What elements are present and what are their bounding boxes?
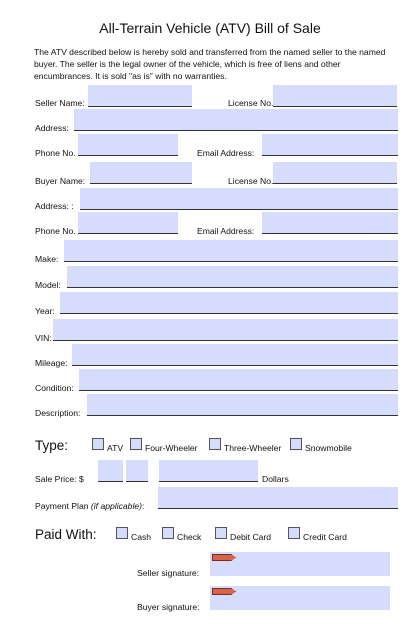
intro-paragraph: The ATV described below is hereby sold and transferred from the named seller to the named buyer. The seller is the legal owner of the vehicle, which is free of liens and other encumbrances. It is sold "as is" with no warranties. xyxy=(34,47,386,81)
seller-email-field[interactable] xyxy=(262,134,398,156)
seller-address-label: Address: xyxy=(35,123,69,133)
condition-field[interactable] xyxy=(79,369,398,391)
paid-with-label: Paid With: xyxy=(35,527,97,542)
type-atv-label: ATV xyxy=(107,443,124,453)
buyer-signature-field[interactable] xyxy=(210,586,390,610)
payment-plan-note: (if applicable) xyxy=(90,501,143,511)
condition-label: Condition: xyxy=(35,383,74,393)
sign-here-flag-icon xyxy=(212,588,236,595)
buyer-phone-field[interactable] xyxy=(78,212,178,234)
payment-plan-field[interactable] xyxy=(158,487,398,509)
make-field[interactable] xyxy=(64,240,398,262)
buyer-email-label: Email Address: xyxy=(197,226,255,236)
buyer-email-field[interactable] xyxy=(262,212,398,234)
type-label: Type: xyxy=(35,438,69,453)
buyer-license-field[interactable] xyxy=(273,162,397,184)
seller-email-label: Email Address: xyxy=(197,148,255,158)
dollars-label: Dollars xyxy=(262,474,289,484)
paid-credit-card-label: Credit Card xyxy=(303,532,347,542)
type-four-wheeler-label: Four-Wheeler xyxy=(145,443,198,453)
buyer-address-label: Address: : xyxy=(35,201,74,211)
paid-debit-card-label: Debit Card xyxy=(230,532,272,542)
document-title: All-Terrain Vehicle (ATV) Bill of Sale xyxy=(99,20,321,36)
sale-price-cents-field[interactable] xyxy=(126,460,148,482)
buyer-signature-label: Buyer signature: xyxy=(137,602,200,612)
paid-check-checkbox[interactable] xyxy=(162,527,174,539)
mileage-field[interactable] xyxy=(72,344,398,366)
payment-plan-label xyxy=(35,501,144,511)
sign-here-flag-icon xyxy=(212,554,236,561)
year-label: Year: xyxy=(35,306,55,316)
make-label: Make: xyxy=(35,254,59,264)
description-field[interactable] xyxy=(87,394,398,416)
sale-amount-words-field[interactable] xyxy=(159,460,258,482)
buyer-phone-label: Phone No. xyxy=(35,226,76,236)
model-field[interactable] xyxy=(67,266,398,288)
paid-debit-card-checkbox[interactable] xyxy=(215,527,227,539)
seller-signature-field[interactable] xyxy=(210,552,390,576)
type-three-wheeler-checkbox[interactable] xyxy=(209,438,221,450)
paid-check-label: Check xyxy=(177,532,202,542)
seller-phone-label: Phone No. xyxy=(35,148,76,158)
paid-credit-card-checkbox[interactable] xyxy=(288,527,300,539)
seller-phone-field[interactable] xyxy=(78,134,178,156)
description-label: Description: xyxy=(35,408,81,418)
year-field[interactable] xyxy=(60,292,398,314)
paid-cash-checkbox[interactable] xyxy=(116,527,128,539)
sale-price-label: Sale Price: $ xyxy=(35,474,84,484)
vin-field[interactable] xyxy=(53,319,398,341)
buyer-license-label: License No. xyxy=(228,176,274,186)
type-snowmobile-label: Snowmobile xyxy=(305,443,352,453)
buyer-name-field[interactable] xyxy=(90,162,192,184)
model-label: Model: xyxy=(35,280,61,290)
payment-plan-text: Payment Plan xyxy=(35,501,89,511)
vin-label: VIN: xyxy=(35,333,52,343)
type-four-wheeler-checkbox[interactable] xyxy=(130,438,142,450)
seller-license-label: License No. xyxy=(228,98,274,108)
seller-name-field[interactable] xyxy=(88,85,192,107)
type-three-wheeler-label: Three-Wheeler xyxy=(224,443,282,453)
seller-address-field[interactable] xyxy=(74,109,398,131)
buyer-address-field[interactable] xyxy=(80,188,398,210)
sale-price-whole-field[interactable] xyxy=(98,460,123,482)
seller-license-field[interactable] xyxy=(273,85,397,107)
seller-name-label: Seller Name: xyxy=(35,98,85,108)
mileage-label: Mileage: xyxy=(35,358,68,368)
type-snowmobile-checkbox[interactable] xyxy=(290,438,302,450)
seller-signature-label: Seller signature: xyxy=(137,568,200,578)
type-atv-checkbox[interactable] xyxy=(92,438,104,450)
buyer-name-label: Buyer Name: xyxy=(35,176,86,186)
paid-cash-label: Cash xyxy=(131,532,152,542)
payment-plan-colon: : xyxy=(142,501,145,511)
